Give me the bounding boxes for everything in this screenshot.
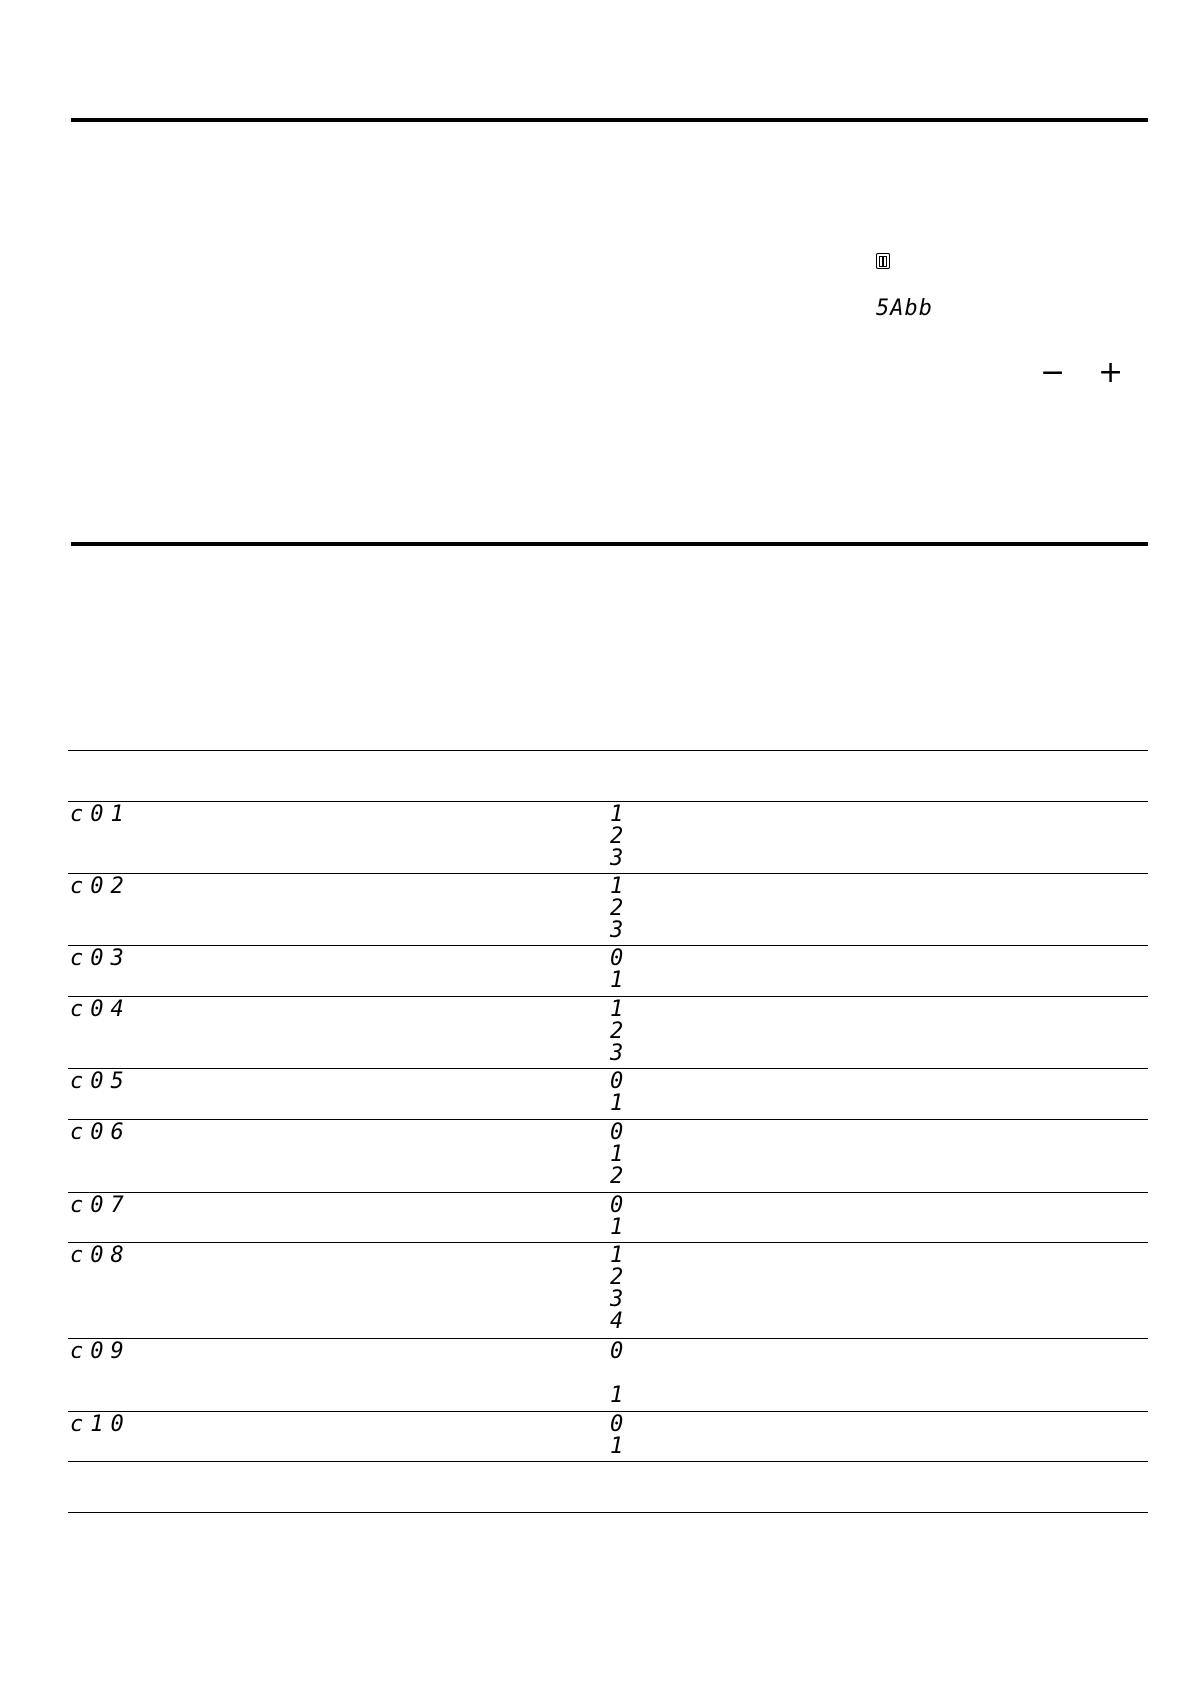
display-readout: 5Abb	[876, 296, 933, 321]
value: 1	[610, 802, 624, 827]
setting-code: c08	[70, 1243, 131, 1268]
row-rule	[68, 1338, 1148, 1339]
service-menu-icon	[876, 253, 890, 269]
value	[610, 1363, 623, 1385]
row-rule	[68, 945, 1148, 946]
setting-values	[610, 1122, 623, 1188]
row-rule	[68, 1242, 1148, 1243]
setting-values	[610, 1195, 623, 1239]
value: 3	[610, 1287, 624, 1312]
value: 2	[610, 824, 624, 849]
value: 1	[610, 874, 624, 899]
value: 1	[610, 1243, 624, 1268]
setting-code: c01	[70, 802, 131, 827]
value: 1	[610, 968, 624, 993]
value: 2	[610, 896, 624, 921]
value: 1	[610, 1383, 624, 1408]
table-bottom-rule	[68, 1512, 1148, 1513]
row-rule	[68, 1411, 1148, 1412]
table-header-rule	[68, 801, 1148, 802]
value: 0	[610, 1412, 624, 1437]
setting-values	[610, 1071, 623, 1115]
value: 0	[610, 1193, 624, 1218]
value: 0	[610, 1120, 624, 1145]
row-rule	[68, 996, 1148, 997]
setting-code: c03	[70, 946, 131, 971]
value: 1	[610, 1091, 624, 1116]
setting-values	[610, 948, 623, 992]
value: 0	[610, 946, 624, 971]
value: 2	[610, 1265, 624, 1290]
table-top-rule	[68, 750, 1148, 751]
value: 4	[610, 1309, 624, 1334]
setting-code: c07	[70, 1193, 131, 1218]
value: 3	[610, 1041, 624, 1066]
row-rule	[68, 1068, 1148, 1069]
row-rule	[68, 1119, 1148, 1120]
value: 0	[610, 1069, 624, 1094]
setting-code: c10	[70, 1412, 131, 1437]
setting-code: c02	[70, 874, 131, 899]
setting-values	[610, 1245, 623, 1333]
setting-values	[610, 1414, 623, 1458]
row-rule	[68, 1461, 1148, 1462]
top-rule	[71, 118, 1148, 122]
setting-code: c05	[70, 1069, 131, 1094]
minus-icon[interactable]: −	[1040, 355, 1066, 390]
value: 3	[610, 918, 624, 943]
value: 2	[610, 1164, 624, 1189]
value: 1	[610, 997, 624, 1022]
value: 3	[610, 846, 624, 871]
value: 2	[610, 1019, 624, 1044]
plus-icon[interactable]: +	[1098, 355, 1124, 390]
setting-values	[610, 1341, 623, 1407]
value: 1	[610, 1215, 624, 1240]
setting-values	[610, 999, 623, 1065]
setting-code: c06	[70, 1120, 131, 1145]
row-rule	[68, 873, 1148, 874]
value: 0	[610, 1339, 624, 1364]
setting-code: c04	[70, 997, 131, 1022]
row-rule	[68, 1192, 1148, 1193]
setting-values	[610, 876, 623, 942]
value: 1	[610, 1434, 624, 1459]
setting-values	[610, 804, 623, 870]
value: 1	[610, 1142, 624, 1167]
section-rule	[71, 542, 1148, 546]
setting-code: c09	[70, 1339, 131, 1364]
